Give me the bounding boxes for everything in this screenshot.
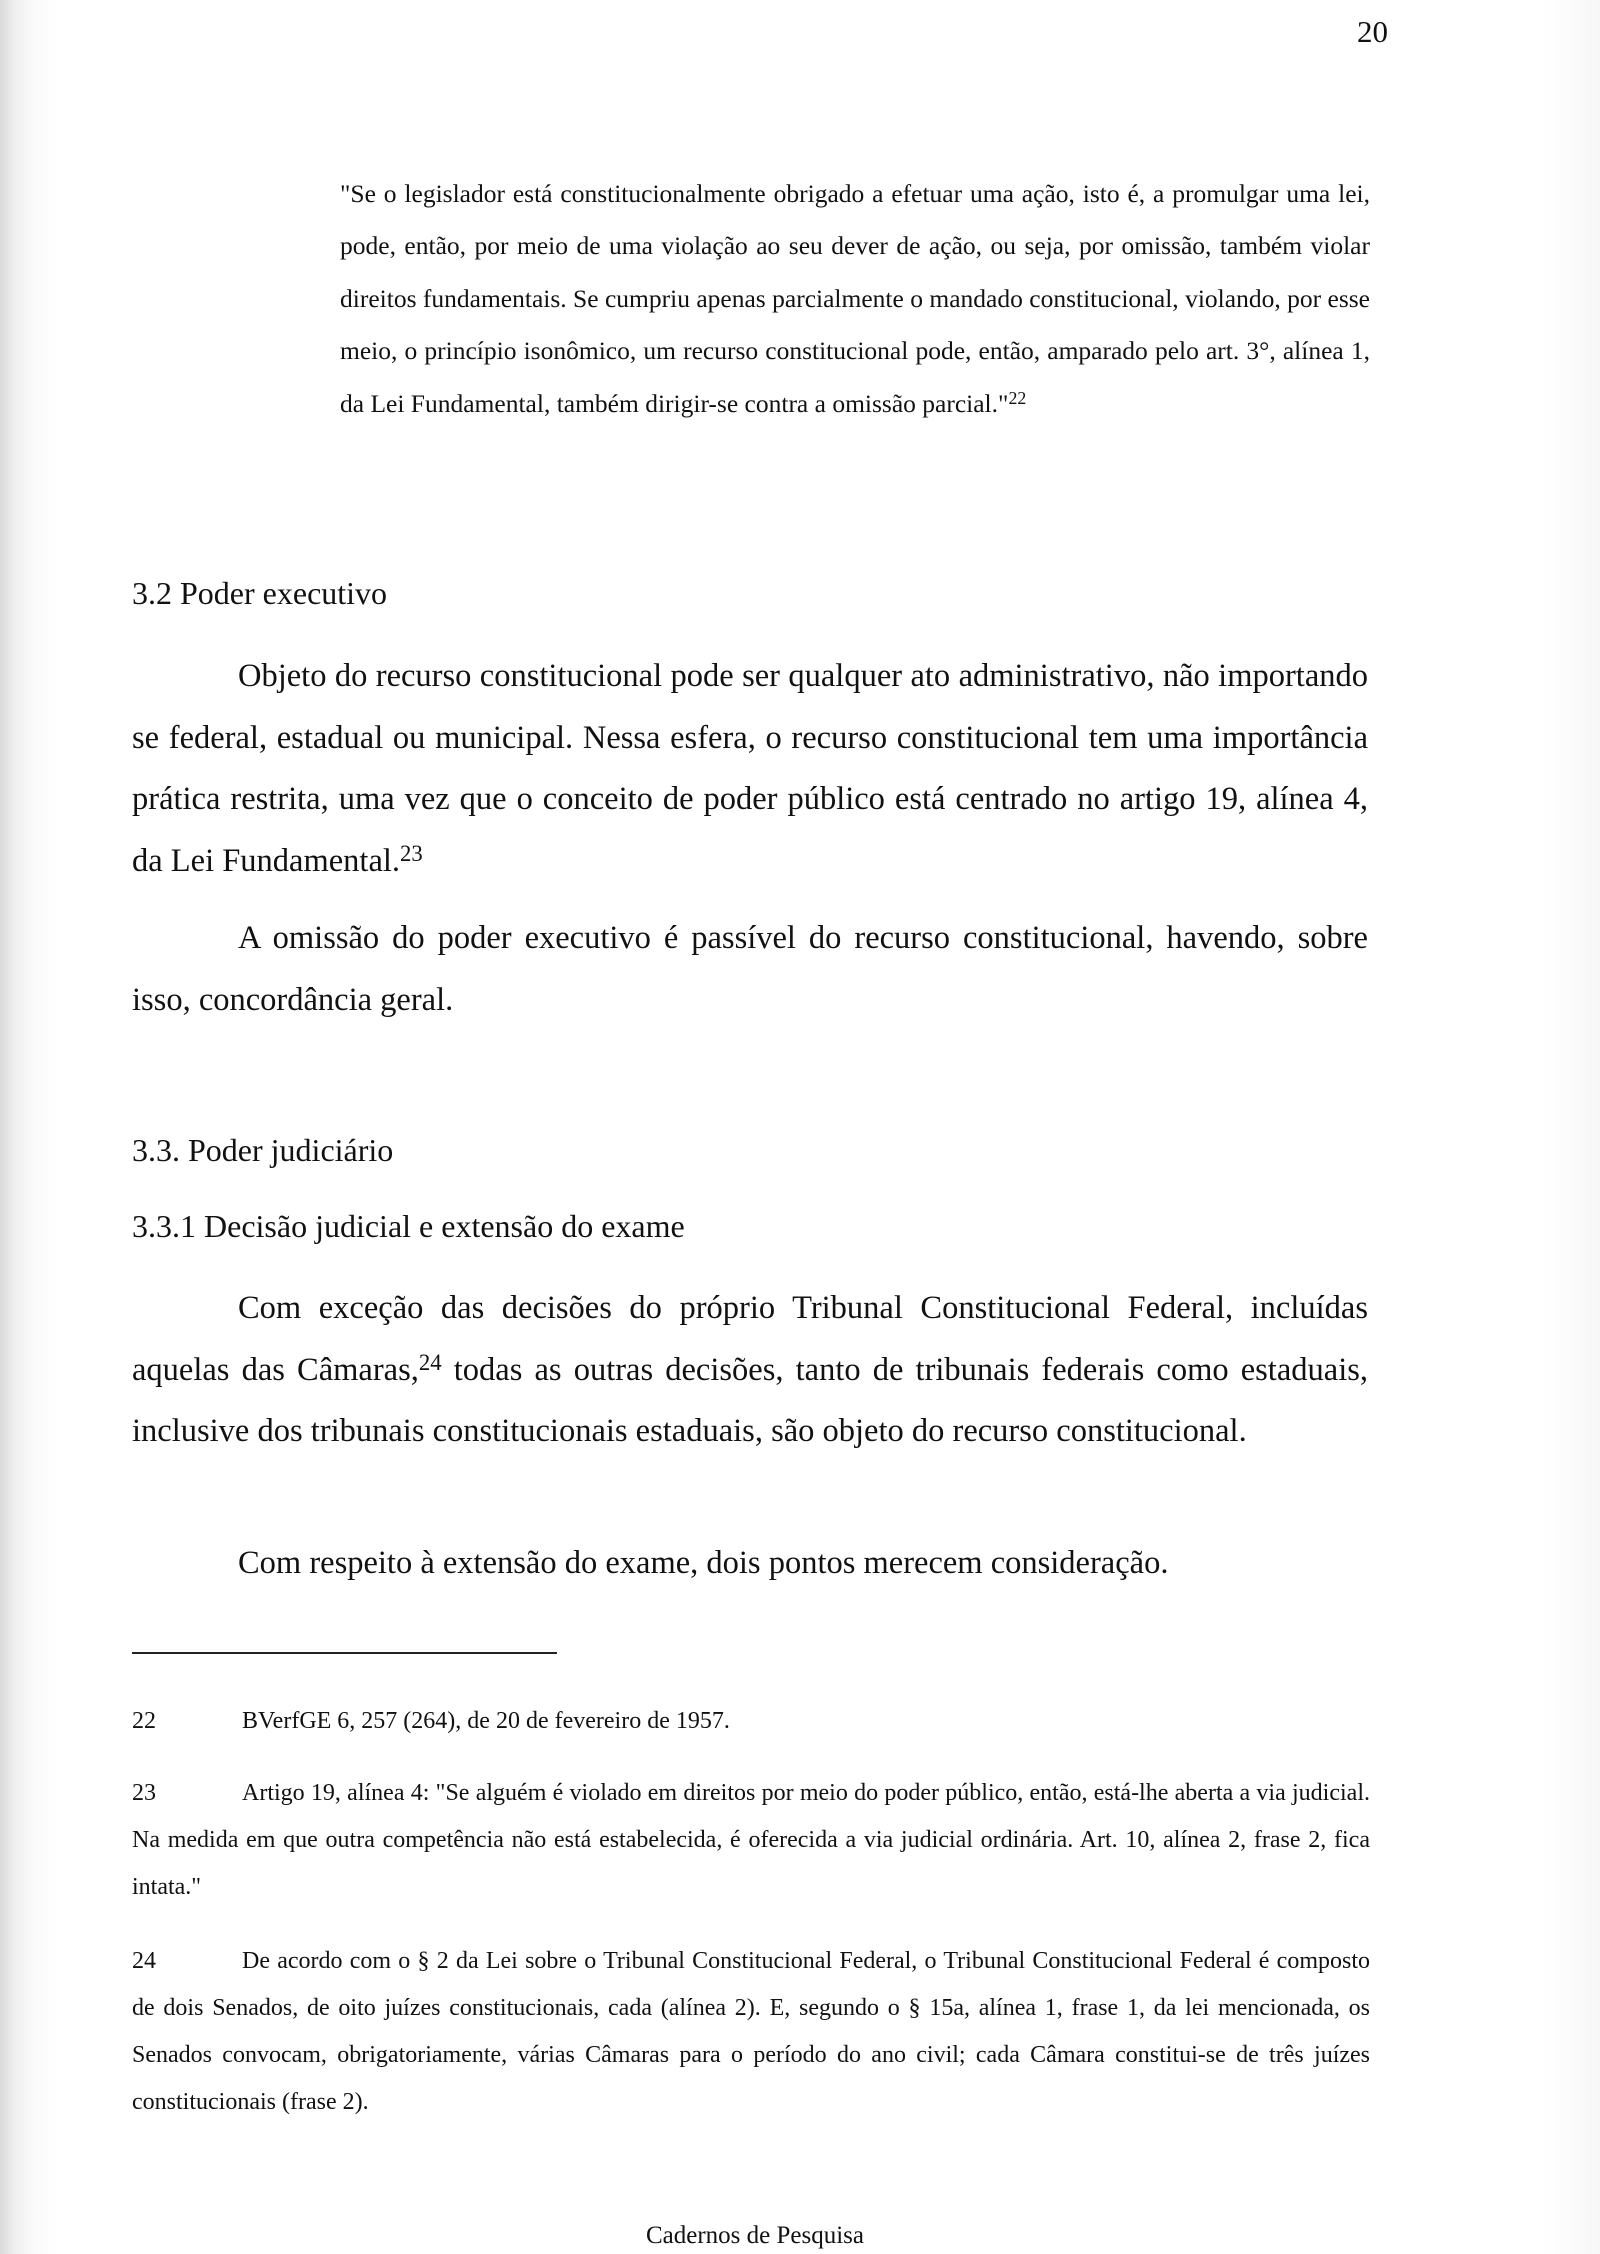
- footnote-number: 23: [132, 1780, 156, 1806]
- footnote-23: [132, 1770, 1370, 1911]
- footnote-ref-24[interactable]: 24: [418, 1349, 442, 1375]
- quote-text: "Se o legislador está constitucionalmente obrigado a efetuar uma ação, isto é, a promulgar uma lei, pode, então, por meio de uma violação ao seu dever de ação, ou seja, por omissão, também violar direitos fundamentais. Se cumpriu apenas parcialmente o mandado constitucional, violando, por esse meio, o princípio isonômico, um recurso constitucional pode, então, amparado pelo art. 3°, alínea 1, da Lei Fundamental, também dirigir-se contra a omissão parcial.": [340, 179, 1370, 418]
- block-quote: [340, 168, 1370, 430]
- footnote-number: 22: [132, 1708, 156, 1734]
- footnote-text: De acordo com o § 2 da Lei sobre o Tribunal Constitucional Federal, o Tribunal Constitucional Federal é composto de dois Senados, de oito juízes constitucionais, cada (alínea 2). E, segundo o § 15a, alínea 1, frase 1, da lei mencionada, os Senados convocam, obrigatoriamente, várias Câmaras para o período do ano civil; cada Câmara constitui-se de três juízes constitucionais (frase 2).: [132, 1948, 1370, 2115]
- paragraph-executive-object: [132, 646, 1368, 892]
- footnote-ref-23[interactable]: 23: [400, 840, 423, 866]
- footnote-22: [132, 1698, 1370, 1745]
- footnote-ref-22[interactable]: 22: [1008, 387, 1027, 408]
- page-number: 20: [1357, 14, 1388, 49]
- page-footer: Cadernos de Pesquisa: [645, 2222, 865, 2249]
- paragraph-text: Com exceção das decisões do próprio Tribunal Constitucional Federal, incluídas aquelas das Câmaras,: [132, 1290, 1368, 1388]
- subsection-heading-3-3-1: 3.3.1 Decisão judicial e extensão do exame: [132, 1208, 685, 1244]
- paragraph-executive-omission: A omissão do poder executivo é passível do recurso constitucional, havendo, sobre isso, concordância geral.: [132, 920, 1368, 1018]
- footnote-text: Artigo 19, alínea 4: "Se alguém é violado em direitos por meio do poder público, então, está-lhe aberta a via judicial. Na medida em que outra competência não está estabelecida, é oferecida a via judicial ordinária. Art. 10, alínea 2, frase 2, fica intata.": [132, 1780, 1370, 1900]
- paragraph-exam-extent: Com respeito à extensão do exame, dois pontos merecem consideração.: [238, 1545, 1169, 1581]
- footnote-divider: [132, 1652, 557, 1654]
- section-heading-3-2: 3.2 Poder executivo: [132, 575, 388, 611]
- footnote-text: BVerfGE 6, 257 (264), de 20 de fevereiro de 1957.: [242, 1708, 730, 1734]
- paragraph-text: todas as outras decisões, tanto de tribunais federais como estaduais, inclusive dos tribunais constitucionais estaduais, são objeto do recurso constitucional.: [132, 1351, 1368, 1449]
- footnote-24: [132, 1938, 1370, 2126]
- paragraph-judicial-decisions: [132, 1278, 1368, 1463]
- section-heading-3-3: 3.3. Poder judiciário: [132, 1132, 394, 1168]
- paragraph-text: Objeto do recurso constitucional pode ser qualquer ato administrativo, não importando se federal, estadual ou municipal. Nessa esfera, o recurso constitucional tem uma importância prática restrita, uma vez que o conceito de poder público está centrado no artigo 19, alínea 4, da Lei Fundamental.: [132, 658, 1368, 879]
- footnote-number: 24: [132, 1948, 156, 1974]
